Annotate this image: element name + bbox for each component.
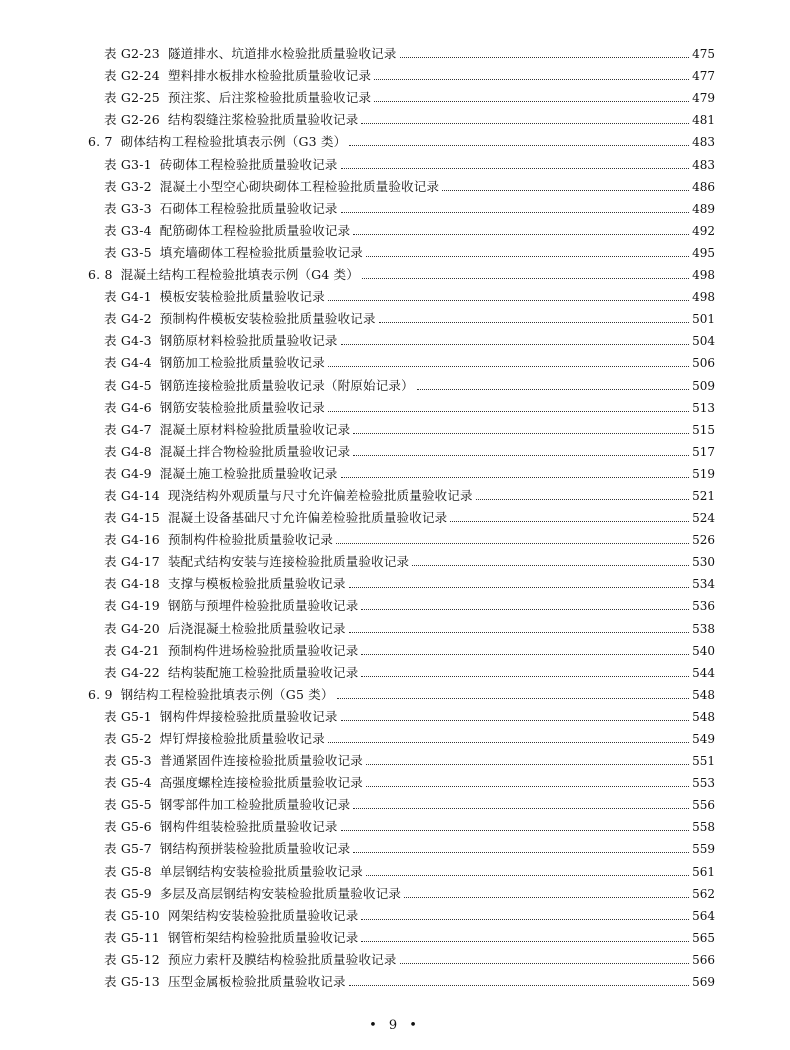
toc-entry-label — [88, 134, 346, 150]
toc-entry-label — [104, 422, 350, 438]
toc-item-row[interactable] — [0, 62, 790, 84]
toc-item-row[interactable] — [0, 946, 790, 968]
toc-item-row[interactable] — [0, 813, 790, 835]
dot-leader — [412, 565, 689, 566]
toc-item-row[interactable] — [0, 659, 790, 681]
toc-item-row[interactable] — [0, 592, 790, 614]
dot-leader — [336, 543, 689, 544]
toc-page-number: 551 — [692, 754, 715, 769]
dot-leader — [404, 897, 689, 898]
toc-entry-label — [88, 267, 359, 283]
toc-entry-code: 表 G2-25 — [104, 90, 160, 106]
toc-entry-code: 表 G3-2 — [104, 178, 152, 194]
toc-item-row[interactable] — [0, 703, 790, 725]
toc-entry-title: 混凝土施工检验批质量验收记录 — [159, 465, 338, 481]
toc-entry-code: 表 G5-3 — [104, 753, 152, 769]
toc-page-number: 553 — [692, 776, 715, 791]
toc-entry-code: 6. 8 — [88, 267, 113, 283]
dot-leader — [349, 587, 689, 588]
toc-page-number: 515 — [692, 422, 715, 437]
toc-page-number: 549 — [692, 732, 715, 746]
dot-leader — [328, 742, 689, 743]
toc-page-number: 548 — [692, 687, 715, 702]
toc-entry-code: 表 G5-4 — [104, 775, 152, 791]
toc-entry-code: 表 G3-5 — [104, 244, 152, 260]
toc-entry-title: 钢筋加工检验批质量验收记录 — [159, 355, 325, 371]
toc-entry-title: 现浇结构外观质量与尺寸允许偏差检验批质量验收记录 — [167, 487, 473, 503]
toc-entry-label — [104, 201, 338, 217]
toc-entry-title: 钢零部件加工检验批质量验收记录 — [159, 797, 351, 813]
dot-leader — [349, 145, 689, 146]
toc-item-row[interactable] — [0, 835, 790, 857]
dot-leader — [353, 808, 689, 809]
toc-entry-title: 砌体结构工程检验批填表示例（G3 类） — [120, 134, 347, 150]
toc-item-row[interactable] — [0, 349, 790, 371]
toc-entry-code: 表 G4-18 — [104, 576, 160, 592]
toc-entry-title: 混凝土设备基础尺寸允许偏差检验批质量验收记录 — [167, 510, 448, 526]
toc-entry-title: 焊钉焊接检验批质量验收记录 — [159, 731, 325, 746]
toc-entry-label — [104, 554, 409, 570]
toc-item-row[interactable] — [0, 614, 790, 636]
toc-entry-code: 表 G5-5 — [104, 797, 152, 813]
toc-entry-label — [104, 466, 338, 482]
toc-item-row[interactable] — [0, 791, 790, 813]
toc-entry-label — [104, 709, 338, 725]
toc-page-number: 559 — [692, 842, 715, 857]
dot-leader — [361, 609, 689, 610]
toc-item-row[interactable] — [0, 924, 790, 946]
toc-entry-code: 表 G5-13 — [104, 974, 160, 990]
toc-page-number: 481 — [692, 113, 715, 128]
dot-leader — [353, 433, 689, 434]
toc-entry-label — [104, 488, 473, 504]
toc-entry-label — [104, 510, 447, 526]
toc-page-number: 534 — [692, 577, 715, 592]
toc-entry-label — [104, 775, 363, 791]
dot-leader — [328, 300, 689, 301]
toc-entry-label — [104, 930, 358, 946]
toc-entry-code: 表 G4-3 — [104, 333, 152, 349]
toc-item-row[interactable] — [0, 570, 790, 592]
toc-page-number: 504 — [692, 334, 715, 349]
toc-entry-title: 钢筋连接检验批质量验收记录（附原始记录） — [159, 377, 414, 393]
toc-page-number: 569 — [692, 975, 715, 990]
toc-page-number: 524 — [692, 511, 715, 526]
toc-item-row[interactable] — [0, 769, 790, 791]
dot-leader — [366, 875, 689, 876]
toc-entry-title: 预制构件进场检验批质量验收记录 — [167, 642, 359, 658]
toc-page-number: 513 — [692, 400, 715, 415]
toc-entry-label — [104, 797, 350, 813]
toc-entry-label — [104, 819, 338, 835]
dot-leader — [400, 963, 690, 964]
toc-page-number: 558 — [692, 820, 715, 835]
toc-item-row[interactable] — [0, 438, 790, 460]
dot-leader — [361, 123, 689, 124]
toc-page-number: 517 — [692, 444, 715, 459]
toc-entry-code: 表 G3-4 — [104, 222, 152, 238]
toc-entry-code: 表 G4-5 — [104, 377, 152, 393]
toc-entry-title: 预注浆、后注浆检验批质量验收记录 — [167, 90, 372, 106]
toc-entry-title: 钢构件组装检验批质量验收记录 — [159, 819, 338, 835]
toc-entry-title: 装配式结构安装与连接检验批质量验收记录 — [167, 554, 410, 570]
toc-page-number: 548 — [692, 709, 715, 724]
toc-entry-code: 6. 9 — [88, 686, 113, 702]
toc-entry-code: 表 G4-7 — [104, 421, 152, 437]
toc-entry-label — [104, 289, 325, 305]
dot-leader — [341, 168, 689, 169]
toc-entry-title: 隧道排水、坑道排水检验批质量验收记录 — [167, 46, 397, 62]
toc-item-row[interactable] — [0, 548, 790, 570]
toc-entry-label — [104, 753, 363, 769]
toc-entry-title: 网架结构安装检验批质量验收记录 — [167, 907, 359, 923]
toc-item-row[interactable] — [0, 217, 790, 239]
toc-entry-code: 表 G4-19 — [104, 598, 160, 614]
toc-entry-title: 预应力索杆及膜结构检验批质量验收记录 — [167, 951, 397, 967]
toc-entry-label — [104, 179, 439, 195]
toc-entry-title: 石砌体工程检验批质量验收记录 — [159, 200, 338, 216]
toc-item-row[interactable] — [0, 725, 790, 747]
toc-entry-code: 表 G5-8 — [104, 863, 152, 879]
toc-item-row[interactable] — [0, 880, 790, 902]
toc-page-number: 498 — [692, 268, 715, 283]
dot-leader — [353, 852, 689, 853]
toc-page-number: 492 — [692, 223, 715, 238]
toc-entry-title: 混凝土原材料检验批质量验收记录 — [159, 421, 351, 437]
toc-entry-label — [104, 311, 376, 327]
toc-item-row[interactable] — [0, 857, 790, 879]
toc-entry-code: 表 G5-6 — [104, 819, 152, 835]
dot-leader — [353, 455, 689, 456]
toc-entry-code: 表 G4-6 — [104, 399, 152, 415]
toc-entry-code: 表 G5-11 — [104, 929, 160, 945]
toc-entry-title: 配筋砌体工程检验批质量验收记录 — [159, 222, 351, 238]
toc-entry-label — [104, 378, 414, 394]
dot-leader — [341, 720, 689, 721]
dot-leader — [341, 477, 689, 478]
toc-page-number: 495 — [692, 245, 715, 260]
toc-entry-title: 钢筋与预埋件检验批质量验收记录 — [167, 598, 359, 614]
toc-item-row[interactable] — [0, 106, 790, 128]
dot-leader — [361, 919, 689, 920]
toc-entry-code: 6. 7 — [88, 134, 113, 150]
dot-leader — [349, 632, 689, 633]
toc-entry-title: 钢管桁架结构检验批质量验收记录 — [167, 929, 359, 945]
toc-item-row[interactable] — [0, 283, 790, 305]
toc-entry-code: 表 G4-17 — [104, 554, 160, 570]
toc-entry-title: 单层钢结构安装检验批质量验收记录 — [159, 863, 363, 879]
toc-item-row[interactable] — [0, 173, 790, 195]
toc-entry-code: 表 G4-2 — [104, 311, 152, 327]
toc-page-number: 526 — [692, 533, 715, 548]
toc-entry-code: 表 G4-14 — [104, 487, 160, 503]
toc-entry-label — [104, 665, 358, 681]
toc-page-number: 566 — [692, 952, 715, 967]
toc-entry-code: 表 G5-9 — [104, 885, 152, 901]
toc-entry-title: 结构裂缝注浆检验批质量验收记录 — [167, 112, 359, 128]
toc-entry-label — [104, 444, 350, 460]
toc-page-number: 544 — [692, 665, 715, 680]
toc-entry-title: 塑料排水板排水检验批质量验收记录 — [167, 68, 372, 84]
toc-entry-label — [104, 333, 338, 349]
toc-entry-label — [104, 532, 333, 548]
toc-section-row[interactable] — [0, 128, 790, 150]
toc-entry-code: 表 G4-16 — [104, 532, 160, 548]
toc-entry-title: 钢结构预拼装检验批质量验收记录 — [159, 841, 351, 857]
toc-section-row[interactable] — [0, 681, 790, 703]
toc-entry-title: 钢构件焊接检验批质量验收记录 — [159, 708, 338, 724]
toc-item-row[interactable] — [0, 394, 790, 416]
toc-item-row[interactable] — [0, 460, 790, 482]
toc-entry-label — [104, 643, 358, 659]
toc-page-number: 483 — [692, 135, 715, 150]
toc-item-row[interactable] — [0, 747, 790, 769]
dot-leader — [341, 212, 689, 213]
toc-entry-label — [88, 687, 334, 703]
dot-leader — [417, 389, 689, 390]
toc-entry-code: 表 G4-8 — [104, 443, 152, 459]
toc-item-row[interactable] — [0, 84, 790, 106]
toc-entry-title: 结构装配施工检验批质量验收记录 — [167, 664, 359, 680]
toc-entry-title: 高强度螺栓连接检验批质量验收记录 — [159, 775, 363, 791]
toc-page-number: 538 — [692, 621, 715, 636]
toc-entry-code: 表 G4-15 — [104, 510, 160, 526]
dot-leader — [374, 79, 689, 80]
toc-entry-label — [104, 223, 350, 239]
dot-leader — [349, 985, 689, 986]
toc-entry-code: 表 G4-1 — [104, 289, 152, 305]
toc-item-row[interactable] — [0, 968, 790, 990]
dot-leader — [328, 366, 689, 367]
toc-entry-title: 混凝土结构工程检验批填表示例（G4 类） — [120, 267, 360, 283]
toc-entry-label — [104, 841, 350, 857]
toc-entry-code: 表 G5-7 — [104, 841, 152, 857]
dot-leader — [361, 654, 689, 655]
dot-leader — [341, 830, 689, 831]
toc-entry-title: 预制构件检验批质量验收记录 — [167, 532, 334, 548]
toc-item-row[interactable] — [0, 40, 790, 62]
dot-leader — [450, 521, 689, 522]
toc-entry-code: 表 G4-20 — [104, 620, 160, 636]
toc-page-number: 530 — [692, 555, 715, 570]
toc-page-number: 540 — [692, 643, 715, 658]
toc-entry-label — [104, 400, 325, 416]
toc-page-number: 521 — [692, 488, 715, 503]
toc-entry-code: 表 G5-2 — [104, 731, 152, 746]
dot-leader — [361, 676, 689, 677]
page-number: • 9 • — [369, 1018, 421, 1033]
toc-entry-code: 表 G5-1 — [104, 708, 152, 724]
dot-leader — [328, 411, 689, 412]
toc-entry-title: 混凝土拌合物检验批质量验收记录 — [159, 443, 351, 459]
toc-entry-label — [104, 245, 363, 261]
toc-page-number: 483 — [692, 157, 715, 172]
toc-page-number: 565 — [692, 930, 715, 945]
toc-entry-code: 表 G3-1 — [104, 156, 152, 172]
dot-leader — [366, 786, 689, 787]
toc-entry-code: 表 G4-21 — [104, 642, 160, 658]
dot-leader — [374, 101, 689, 102]
toc-page-number: 519 — [692, 466, 715, 481]
toc-item-row[interactable] — [0, 416, 790, 438]
toc-item-row[interactable] — [0, 327, 790, 349]
toc-entry-title: 钢筋原材料检验批质量验收记录 — [159, 333, 338, 349]
dot-leader — [341, 344, 689, 345]
toc-entry-code: 表 G4-22 — [104, 664, 160, 680]
toc-entry-label — [104, 46, 397, 62]
dot-leader — [476, 499, 689, 500]
dot-leader — [379, 322, 689, 323]
toc-entry-title: 模板安装检验批质量验收记录 — [159, 289, 325, 305]
dot-leader — [366, 256, 689, 257]
toc-page-number: 486 — [692, 179, 715, 194]
toc-page-number: 509 — [692, 378, 715, 393]
toc-entry-code: 表 G2-24 — [104, 68, 160, 84]
toc-entry-label — [104, 598, 358, 614]
toc-entry-title: 压型金属板检验批质量验收记录 — [167, 974, 346, 990]
toc-entry-label — [104, 952, 397, 968]
toc-item-row[interactable] — [0, 482, 790, 504]
dot-leader — [353, 234, 689, 235]
toc-entry-title: 普通紧固件连接检验批质量验收记录 — [159, 753, 363, 769]
toc-page-number: 475 — [692, 47, 715, 62]
toc-page-number: 498 — [692, 290, 715, 305]
toc-page-number: 489 — [692, 201, 715, 216]
toc-entry-label — [104, 157, 338, 173]
toc-page-number: 564 — [692, 908, 715, 923]
toc-entry-code: 表 G5-10 — [104, 907, 160, 923]
toc-entry-title: 砖砌体工程检验批质量验收记录 — [159, 156, 338, 172]
toc-entry-title: 支撑与模板检验批质量验收记录 — [167, 576, 346, 592]
toc-entry-label — [104, 90, 371, 106]
toc-page-number: 506 — [692, 356, 715, 371]
toc-item-row[interactable] — [0, 902, 790, 924]
toc-item-row[interactable] — [0, 504, 790, 526]
toc-entry-label — [104, 974, 346, 990]
toc-entry-title: 钢结构工程检验批填表示例（G5 类） — [120, 686, 334, 702]
toc-item-row[interactable] — [0, 239, 790, 261]
toc-entry-code: 表 G5-12 — [104, 951, 160, 967]
toc-page-number: 501 — [692, 312, 715, 327]
toc-entry-label — [104, 68, 371, 84]
toc-entry-label — [104, 864, 363, 880]
dot-leader — [400, 57, 690, 58]
toc-page-number: 561 — [692, 864, 715, 879]
toc-entry-code: 表 G2-23 — [104, 46, 160, 62]
toc-item-row[interactable] — [0, 371, 790, 393]
toc-entry-code: 表 G4-4 — [104, 355, 152, 371]
toc-entry-label — [104, 886, 401, 902]
toc-page-number: 562 — [692, 886, 715, 901]
toc-page-number: 536 — [692, 599, 715, 614]
toc-entry-label — [104, 576, 346, 592]
toc-entry-code: 表 G3-3 — [104, 200, 152, 216]
toc-item-row[interactable] — [0, 150, 790, 172]
toc-entry-label — [104, 908, 358, 924]
dot-leader — [362, 278, 689, 279]
toc-entry-label — [104, 731, 325, 747]
toc-entry-code: 表 G4-9 — [104, 465, 152, 481]
dot-leader — [442, 190, 689, 191]
toc-entry-title: 混凝土小型空心砌块砌体工程检验批质量验收记录 — [159, 178, 440, 194]
dot-leader — [361, 941, 689, 942]
toc-page-number: 477 — [692, 69, 715, 84]
toc-page-number: 479 — [692, 91, 715, 106]
dot-leader — [366, 764, 689, 765]
toc-item-row[interactable] — [0, 195, 790, 217]
toc-page-number: 556 — [692, 798, 715, 813]
toc-entry-title: 填充墙砌体工程检验批质量验收记录 — [159, 244, 363, 260]
toc-entry-label — [104, 112, 358, 128]
toc-entry-title: 钢筋安装检验批质量验收记录 — [159, 399, 325, 415]
toc-entry-label — [104, 621, 346, 637]
table-of-contents — [0, 40, 790, 990]
toc-item-row[interactable] — [0, 526, 790, 548]
toc-section-row[interactable] — [0, 261, 790, 283]
toc-entry-title: 后浇混凝土检验批质量验收记录 — [167, 620, 346, 636]
dot-leader — [337, 698, 689, 699]
toc-item-row[interactable] — [0, 637, 790, 659]
toc-entry-code: 表 G2-26 — [104, 112, 160, 128]
toc-entry-title: 预制构件模板安装检验批质量验收记录 — [159, 311, 376, 327]
toc-entry-label — [104, 355, 325, 371]
toc-entry-title: 多层及高层钢结构安装检验批质量验收记录 — [159, 885, 402, 901]
toc-item-row[interactable] — [0, 305, 790, 327]
